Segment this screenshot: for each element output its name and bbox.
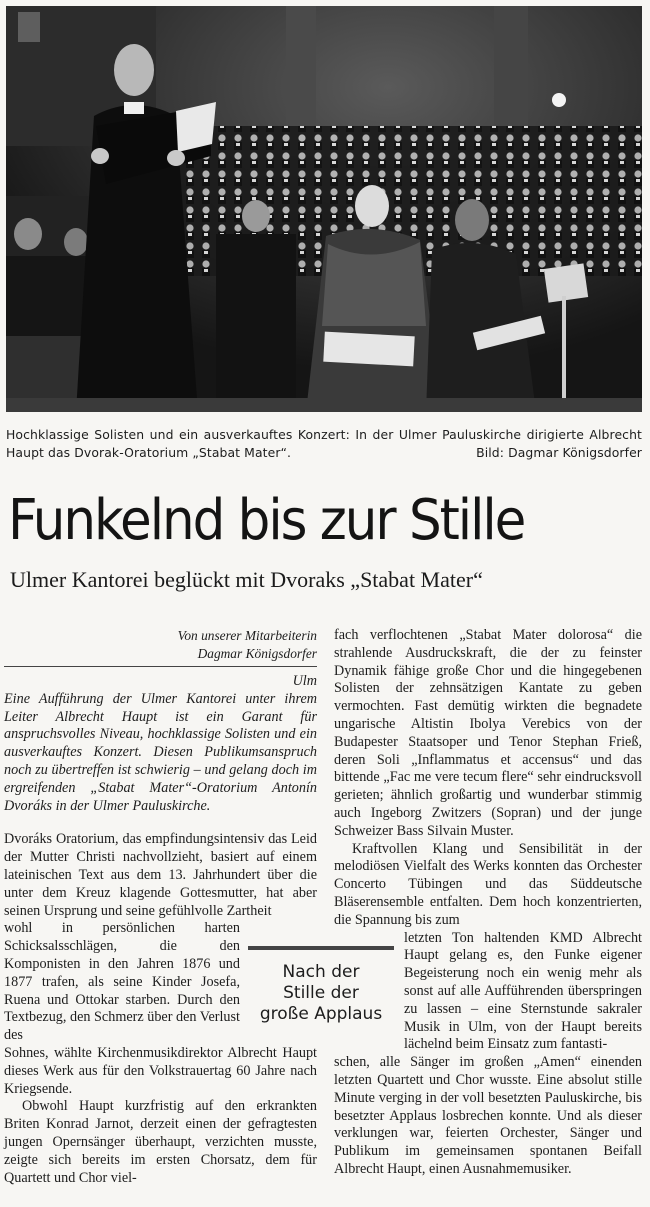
byline-role: Von unserer Mitarbeiterin: [177, 628, 317, 643]
pull-quote-line-3: große Applaus: [259, 1004, 383, 1024]
photo-caption: [6, 426, 642, 462]
pull-quote-line-2: Stille der: [283, 983, 359, 1003]
body-paragraph-4c: schen, alle Sänger im großen „Amen“ einenden letzten Quartett und Chor wusste. Eine absolut stille Minute verging in der voll besetzten Pauluskirche, bis besetzter Applaus losbrechen konnte. Und als dieser verklungen war, feierten Orchester, Sänger und Publikum im gemeinsamen spontanen Beifall Albrecht Haupt, einen Ausnahmemusiker.: [334, 1054, 642, 1177]
headline: Funkelnd bis zur Stille: [8, 488, 525, 553]
dateline: Ulm: [292, 673, 317, 689]
pull-quote-line-1: Nach der: [282, 962, 360, 982]
body-paragraph-1c: Sohnes, wählte Kirchenmusikdirektor Albrecht Haupt dieses Werk aus für den Volkstrauertag 60 Jahre nach Kriegsende.: [4, 1044, 317, 1097]
concert-photo-image: [6, 6, 642, 412]
byline: [4, 627, 317, 663]
lead-paragraph: Eine Aufführung der Ulmer Kantorei unter ihrem Leiter Albrecht Haupt ist ein Garant für anspruchsvolles Niveau, hochklassige Solisten und ein ausverkauftes Konzert. Diesen Publikumsanspruch noch zu übertreffen ist schwierig – und gelang doch im ergreifenden „Stabat Mater“-Oratorium Antonín Dvoráks in der Ulmer Pauluskirche.: [4, 690, 317, 814]
article-column-2: [334, 627, 642, 1179]
pull-quote: [248, 946, 394, 1042]
subheadline: Ulmer Kantorei beglückt mit Dvoraks „Stabat Mater“: [10, 567, 483, 592]
body-paragraph-3: fach verflochtenen „Stabat Mater dolorosa“ die strahlende Ausdruckskraft, die der zu feinster Dynamik fähige große Chor und die hingegebenen Solisten der zehnsätzigen Kantate zu geben vermochten. Fast demütig wirkten die begnadete ungarische Altistin Ibolya Verebics von der Budapester Staatsoper und Tenor Stephan Frieß, deren Soli „Inflammatus et accensus“ und das bittende „Fac me vere tecum flere“ sehr eindrucksvoll gerieten; ähnlich großartig und wunderbar stimmig auch Ingeborg Zwitzers (Sopran) und der junge Schweizer Bass Silvain Muster.: [334, 627, 642, 839]
photo-credit: Bild: Dagmar Königsdorfer: [476, 445, 642, 460]
body-paragraph-2: Obwohl Haupt kurzfristig auf den erkrankten Briten Konrad Jarnot, derzeit einen der gefragtesten jungen Opernsänger überhaupt, verzichten musste, zeigte sich bereits im ersten Chorsatz, dem für Quartett und Chor viel-: [4, 1098, 317, 1186]
body-paragraph-4b: letzten Ton haltenden KMD Albrecht Haupt gelang es, den Funke eigener Begeisterung noch ein wenig mehr als sonst auf alle Aufführenden überspringen zu lassen – eine Sternstunde sakraler Musik in Ulm, von der Haupt bereits lächelnd beim Einsatz zum fantasti-: [404, 929, 642, 1053]
concert-photo: [6, 6, 642, 412]
caption-text: Hochklassige Solisten und ein ausverkauftes Konzert: In der Ulmer Pauluskirche dirigierte Albrecht Haupt das Dvorak-Oratorium „Stabat Mater“.: [6, 427, 642, 460]
byline-author: Dagmar Königsdorfer: [197, 646, 317, 661]
body-paragraph-1b: wohl in persönlichen harten Schicksalsschlägen, die den Komponisten in den Jahren 1876 und 1877 trafen, als seine Kinder Josefa, Ruena und Ottokar starben. Durch den Textbezug, den Schmerz über den Verlust des: [4, 920, 240, 1044]
article-column-1: [4, 627, 317, 1187]
body-paragraph-4a: Kraftvollen Klang und Sensibilität in der melodiösen Vielfalt des Werks konnten das Orchester Concerto Tübingen und das Süddeutsche Bläserensemble entfalten. Dem hoch konzentrierten, die Spannung bis zum: [334, 840, 642, 928]
byline-divider: [4, 664, 317, 667]
body-paragraph-1a: Dvoráks Oratorium, das empfindungsintensiv das Leid der Mutter Christi nachvollzieht, basiert auf einem lateinischen Text aus dem 13. Jahrhundert über die unter dem Kreuz klagende Gottesmutter, hat aber seinen Ursprung und seine gefühlvolle Zartheit: [4, 831, 317, 919]
